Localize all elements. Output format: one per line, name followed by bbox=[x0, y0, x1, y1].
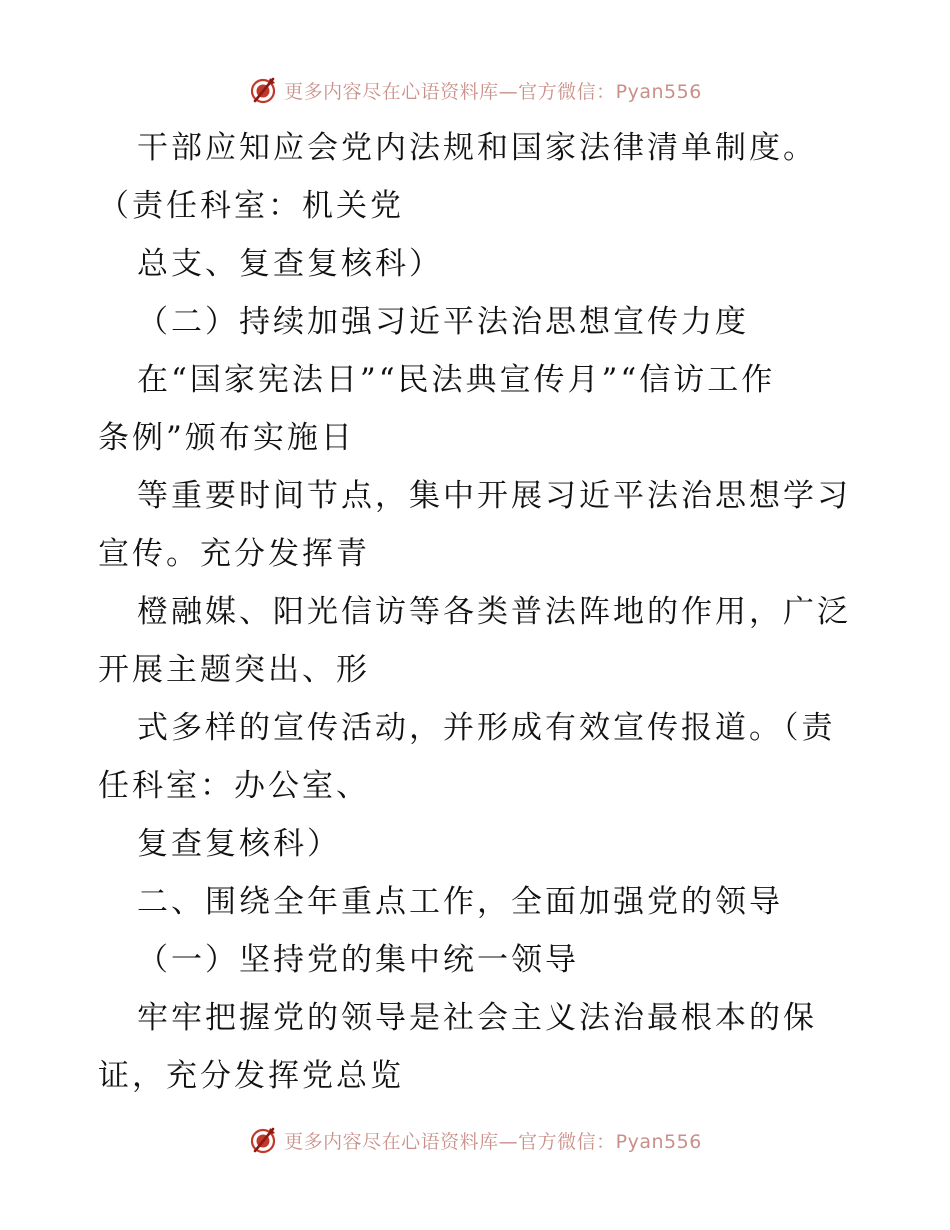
body-line: 等重要时间节点，集中开展习近平法治思想学习 bbox=[137, 478, 851, 514]
body-line: 橙融媒、阳光信访等各类普法阵地的作用，广泛 bbox=[137, 594, 851, 630]
section-heading: 二、围绕全年重点工作，全面加强党的领导 bbox=[137, 884, 783, 920]
body-line: 复查复核科） bbox=[137, 826, 341, 862]
footer-watermark bbox=[0, 1120, 950, 1160]
section-heading: （一）坚持党的集中统一领导 bbox=[137, 942, 579, 978]
body-line: 牢牢把握党的领导是社会主义法治最根本的保 bbox=[137, 1000, 817, 1036]
header-watermark bbox=[0, 70, 950, 110]
footer-watermark-text: 更多内容尽在心语资料库—官方微信：Pyan556 bbox=[284, 1130, 702, 1153]
body-line: 式多样的宣传活动，并形成有效宣传报道。（责 bbox=[137, 710, 836, 746]
body-line: 证，充分发挥党总览 bbox=[98, 1058, 404, 1094]
body-line: 条例”颁布实施日 bbox=[98, 420, 355, 456]
pen-logo-icon bbox=[248, 75, 278, 105]
header-watermark-text: 更多内容尽在心语资料库—官方微信：Pyan556 bbox=[284, 80, 702, 103]
section-heading: （二）持续加强习近平法治思想宣传力度 bbox=[137, 304, 749, 340]
pen-logo-icon bbox=[248, 1125, 278, 1155]
body-line: （责任科室：机关党 bbox=[98, 188, 404, 224]
body-line: 在“国家宪法日”“民法典宣传月”“信访工作 bbox=[137, 362, 776, 398]
body-line: 总支、复查复核科） bbox=[137, 246, 443, 282]
body-line: 任科室：办公室、 bbox=[98, 768, 370, 804]
body-line: 开展主题突出、形 bbox=[98, 652, 370, 688]
body-line: 干部应知应会党内法规和国家法律清单制度。 bbox=[137, 130, 817, 166]
body-line: 宣传。充分发挥青 bbox=[98, 536, 370, 572]
